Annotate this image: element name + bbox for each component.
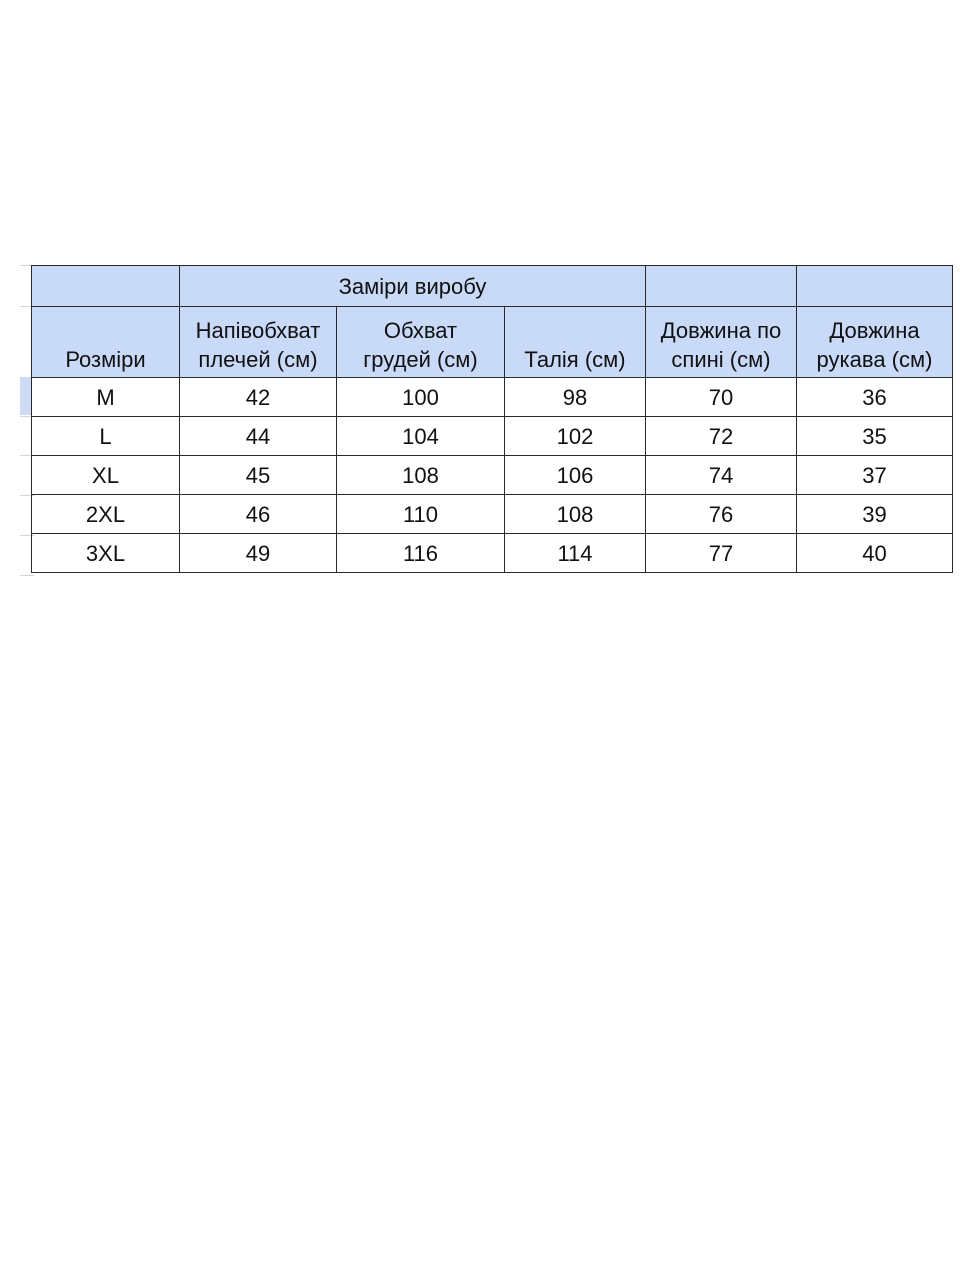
- header-line-2: плечей (см): [198, 347, 318, 372]
- header-line-2: грудей (см): [363, 347, 478, 372]
- empty-header-cell: [797, 266, 953, 307]
- size-cell: 2XL: [32, 495, 180, 534]
- table-row: [32, 495, 953, 534]
- value-cell: 106: [505, 456, 646, 495]
- table-row: [32, 456, 953, 495]
- column-header-chest: [337, 307, 505, 378]
- value-cell: 42: [180, 378, 337, 417]
- empty-corner-cell: [32, 266, 180, 307]
- column-header-shoulders: [180, 307, 337, 378]
- value-cell: 98: [505, 378, 646, 417]
- value-cell: 45: [180, 456, 337, 495]
- value-cell: 110: [337, 495, 505, 534]
- size-cell: XL: [32, 456, 180, 495]
- size-cell: 3XL: [32, 534, 180, 573]
- empty-header-cell: [646, 266, 797, 307]
- group-title-cell: Заміри виробу: [180, 266, 646, 307]
- value-cell: 72: [646, 417, 797, 456]
- size-cell: M: [32, 378, 180, 417]
- value-cell: 104: [337, 417, 505, 456]
- size-chart-table: [31, 265, 953, 573]
- header-line-2: рукава (см): [816, 347, 933, 372]
- size-chart-sheet: [20, 263, 955, 581]
- table-header-row: [32, 307, 953, 378]
- value-cell: 39: [797, 495, 953, 534]
- table-row: [32, 534, 953, 573]
- size-column-header: Розміри: [32, 307, 180, 378]
- header-line-2: Талія (см): [524, 347, 626, 372]
- value-cell: 108: [505, 495, 646, 534]
- value-cell: 108: [337, 456, 505, 495]
- value-cell: 46: [180, 495, 337, 534]
- size-cell: L: [32, 417, 180, 456]
- value-cell: 44: [180, 417, 337, 456]
- value-cell: 116: [337, 534, 505, 573]
- column-header-waist: [505, 307, 646, 378]
- value-cell: 37: [797, 456, 953, 495]
- column-header-back-length: [646, 307, 797, 378]
- header-line-1: Довжина по: [660, 318, 782, 343]
- header-line-1: Обхват: [383, 318, 458, 343]
- header-line-1: Напівобхват: [195, 318, 321, 343]
- value-cell: 40: [797, 534, 953, 573]
- column-header-sleeve-length: [797, 307, 953, 378]
- value-cell: 77: [646, 534, 797, 573]
- value-cell: 102: [505, 417, 646, 456]
- value-cell: 100: [337, 378, 505, 417]
- value-cell: 35: [797, 417, 953, 456]
- value-cell: 70: [646, 378, 797, 417]
- table-title-row: [32, 266, 953, 307]
- table-row: [32, 378, 953, 417]
- value-cell: 114: [505, 534, 646, 573]
- value-cell: 76: [646, 495, 797, 534]
- gridline: [20, 575, 34, 576]
- header-line-2: спині (см): [671, 347, 771, 372]
- value-cell: 74: [646, 456, 797, 495]
- value-cell: 49: [180, 534, 337, 573]
- value-cell: 36: [797, 378, 953, 417]
- table-row: [32, 417, 953, 456]
- header-line-1: Довжина: [829, 318, 920, 343]
